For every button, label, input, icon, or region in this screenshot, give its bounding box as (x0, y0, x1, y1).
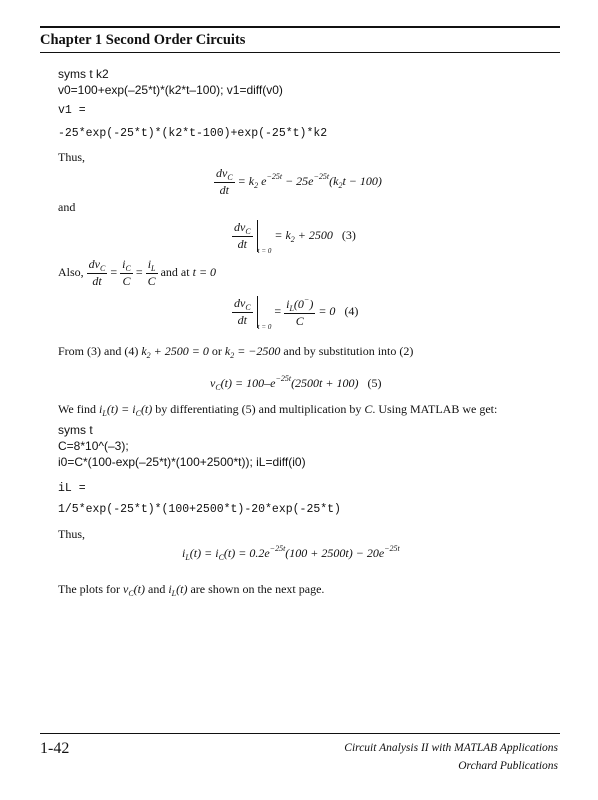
header-bottom-rule (40, 52, 560, 53)
book-title: Circuit Analysis II with MATLAB Applications (344, 742, 558, 754)
publisher: Orchard Publications (458, 760, 558, 772)
equation-5: $v_C(t) = 100-e^{-25t}(2500t + 100)$ (5) (210, 374, 382, 392)
output-label: v1 = (58, 104, 86, 117)
code-line: syms t k2 (58, 67, 109, 81)
code-line: C=8*10^(–3); (58, 439, 129, 453)
page-number: 1-42 (40, 740, 70, 757)
text-thus: Thus, (58, 150, 85, 164)
code-line: i0=C*(100-exp(–25*t)*(100+2500*t)); iL=diff(i0) (58, 455, 306, 469)
we-find-line: We find $i_L(t) = i_C(t)$ by differentiating (5) and multiplication by C. Using MATLAB we get: (58, 402, 498, 418)
output-label: iL = (58, 482, 86, 495)
text-thus: Thus, (58, 527, 85, 541)
from-line: From (3) and (4) $k_2 + 2500 = 0$ or $k_2 = -2500$ and by substitution into (2) (58, 344, 414, 360)
code-line: v0=100+exp(–25*t)*(k2*t–100); v1=diff(v0) (58, 83, 283, 97)
equation-iL: $i_L(t) = i_C(t) = 0.2e^{-25t}(100 + 2500t) - 20e^{-25t}$ (182, 544, 400, 562)
equation-4: $\frac{dv_C}{dt}$ $_{t = 0}$ = $\frac{i_L(0^-)}{C}$ = 0 (4) (234, 295, 359, 331)
footer-rule (40, 733, 560, 734)
code-line: syms t (58, 423, 93, 437)
equation-3: $\frac{dv_C}{dt}$ $_{t = 0} = k_2 + 2500$ (3) (234, 220, 356, 255)
chapter-title: Chapter 1 Second Order Circuits (40, 32, 246, 48)
text-and: and (58, 200, 76, 214)
equation-dvc-dt: $\frac{dv_C}{dt}$ = $k_2$ $e^{-25t} - 25e^{-25t}(k_2t - 100)$ (216, 166, 382, 197)
output-value: 1/5*exp(-25*t)*(100+2500*t)-20*exp(-25*t) (58, 503, 341, 516)
header-top-rule (40, 26, 560, 28)
plots-line: The plots for $v_C(t)$ and $i_L(t)$ are shown on the next page. (58, 582, 325, 598)
also-line: Also, $\frac{dv_C}{dt}$ = $\frac{i_C}{C}$ = $\frac{i_L}{C}$ and at t = 0 (58, 257, 217, 288)
output-value: -25*exp(-25*t)*(k2*t-100)+exp(-25*t)*k2 (58, 127, 328, 140)
